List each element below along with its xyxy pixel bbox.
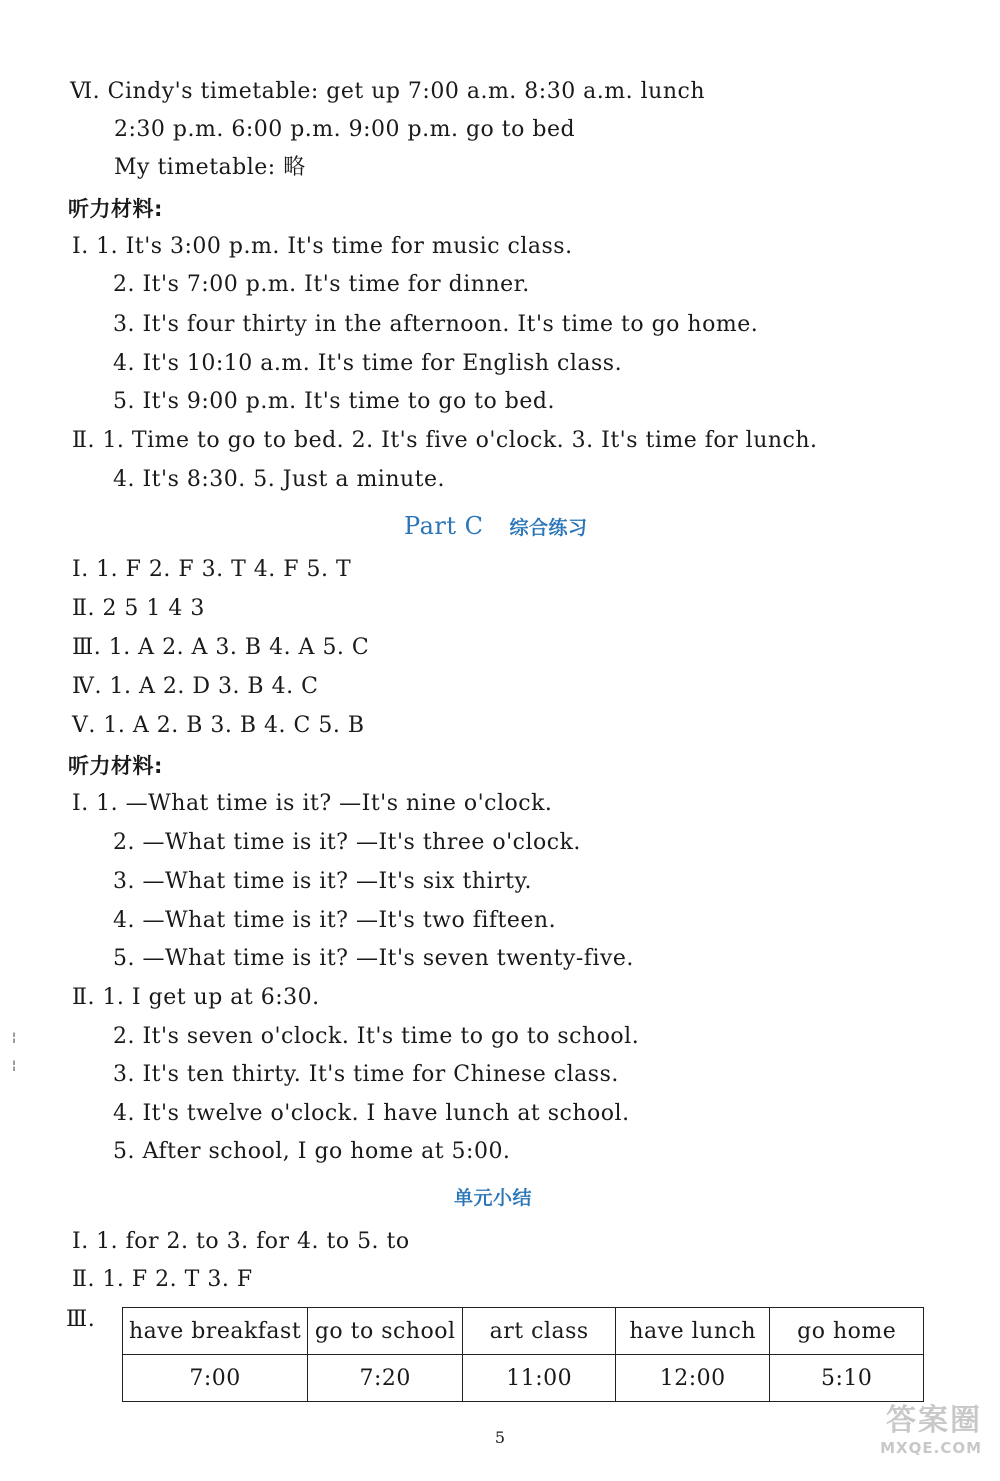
listening2-ii-5: 5. After school, I go home at 5:00. xyxy=(113,1139,511,1164)
listening2-i-4: 4. —What time is it? —It's two fifteen. xyxy=(113,908,557,933)
listening1-i-1: Ⅰ. 1. It's 3:00 p.m. It's time for music class. xyxy=(72,234,573,259)
listening2-i-2: 2. —What time is it? —It's three o'clock. xyxy=(113,830,581,855)
part-c-answer-iii: Ⅲ. 1. A 2. A 3. B 4. A 5. C xyxy=(72,635,370,660)
listening1-i-2: 2. It's 7:00 p.m. It's time for dinner. xyxy=(113,272,530,297)
part-c-answer-i: Ⅰ. 1. F 2. F 3. T 4. F 5. T xyxy=(72,557,352,582)
part-c-title xyxy=(404,511,588,543)
listening1-ii-2: 4. It's 8:30. 5. Just a minute. xyxy=(113,467,446,492)
table-row xyxy=(123,1355,924,1402)
part-c-title-cn: 综合练习 xyxy=(509,517,588,539)
table-cell: 5:10 xyxy=(770,1355,924,1402)
vi-line-1: Ⅵ. Cindy's timetable: get up 7:00 a.m. 8:30 a.m. lunch xyxy=(70,79,706,104)
vi-line-3: My timetable: 略 xyxy=(114,155,306,180)
table-cell: 7:00 xyxy=(123,1355,308,1402)
listening2-ii-2: 2. It's seven o'clock. It's time to go to school. xyxy=(113,1024,640,1049)
listening1-i-5: 5. It's 9:00 p.m. It's time to go to bed. xyxy=(113,389,555,414)
vi-line-2: 2:30 p.m. 6:00 p.m. 9:00 p.m. go to bed xyxy=(114,117,576,142)
summary-answer-ii: Ⅱ. 1. F 2. T 3. F xyxy=(72,1267,253,1292)
listening2-i-5: 5. —What time is it? —It's seven twenty-five. xyxy=(113,946,634,971)
summary-iii-label: Ⅲ. xyxy=(66,1307,96,1332)
watermark-logo xyxy=(842,1395,982,1465)
listening2-ii-1: Ⅱ. 1. I get up at 6:30. xyxy=(72,985,320,1010)
watermark-text: MXQE.COM xyxy=(880,1439,982,1457)
listening-heading-2: 听力材料: xyxy=(68,754,163,778)
part-c-answer-v: Ⅴ. 1. A 2. B 3. B 4. C 5. B xyxy=(72,713,365,738)
listening1-i-4: 4. It's 10:10 a.m. It's time for English class. xyxy=(113,351,623,376)
table-header-cell: go home xyxy=(770,1308,924,1355)
table-cell: 12:00 xyxy=(616,1355,770,1402)
table-header-cell: have lunch xyxy=(616,1308,770,1355)
watermark-icon: 答案圈 xyxy=(886,1403,982,1438)
table-header-cell: go to school xyxy=(308,1308,463,1355)
part-c-answer-iv: Ⅳ. 1. A 2. D 3. B 4. C xyxy=(72,674,319,699)
table-cell: 7:20 xyxy=(308,1355,463,1402)
unit-summary-title: 单元小结 xyxy=(454,1187,533,1209)
listening2-ii-4: 4. It's twelve o'clock. I have lunch at school. xyxy=(113,1101,630,1126)
table-header-row xyxy=(123,1308,924,1355)
margin-cut-mark: ¦ xyxy=(12,1030,17,1044)
listening2-ii-3: 3. It's ten thirty. It's time for Chinese class. xyxy=(113,1062,619,1087)
listening2-i-3: 3. —What time is it? —It's six thirty. xyxy=(113,869,532,894)
listening-heading-1: 听力材料: xyxy=(68,197,163,221)
listening1-i-3: 3. It's four thirty in the afternoon. It's time to go home. xyxy=(113,312,759,337)
listening2-i-1: Ⅰ. 1. —What time is it? —It's nine o'clock. xyxy=(72,791,553,816)
margin-cut-mark: ¦ xyxy=(12,1058,17,1072)
table-header-cell: have breakfast xyxy=(123,1308,308,1355)
summary-answer-i: Ⅰ. 1. for 2. to 3. for 4. to 5. to xyxy=(72,1229,410,1254)
listening1-ii-1: Ⅱ. 1. Time to go to bed. 2. It's five o'clock. 3. It's time for lunch. xyxy=(72,428,818,453)
part-c-title-en: Part C xyxy=(404,512,484,540)
part-c-answer-ii: Ⅱ. 2 5 1 4 3 xyxy=(72,596,205,621)
timetable-table xyxy=(122,1307,924,1402)
table-header-cell: art class xyxy=(463,1308,616,1355)
table-cell: 11:00 xyxy=(463,1355,616,1402)
page-number: 5 xyxy=(494,1428,506,1447)
